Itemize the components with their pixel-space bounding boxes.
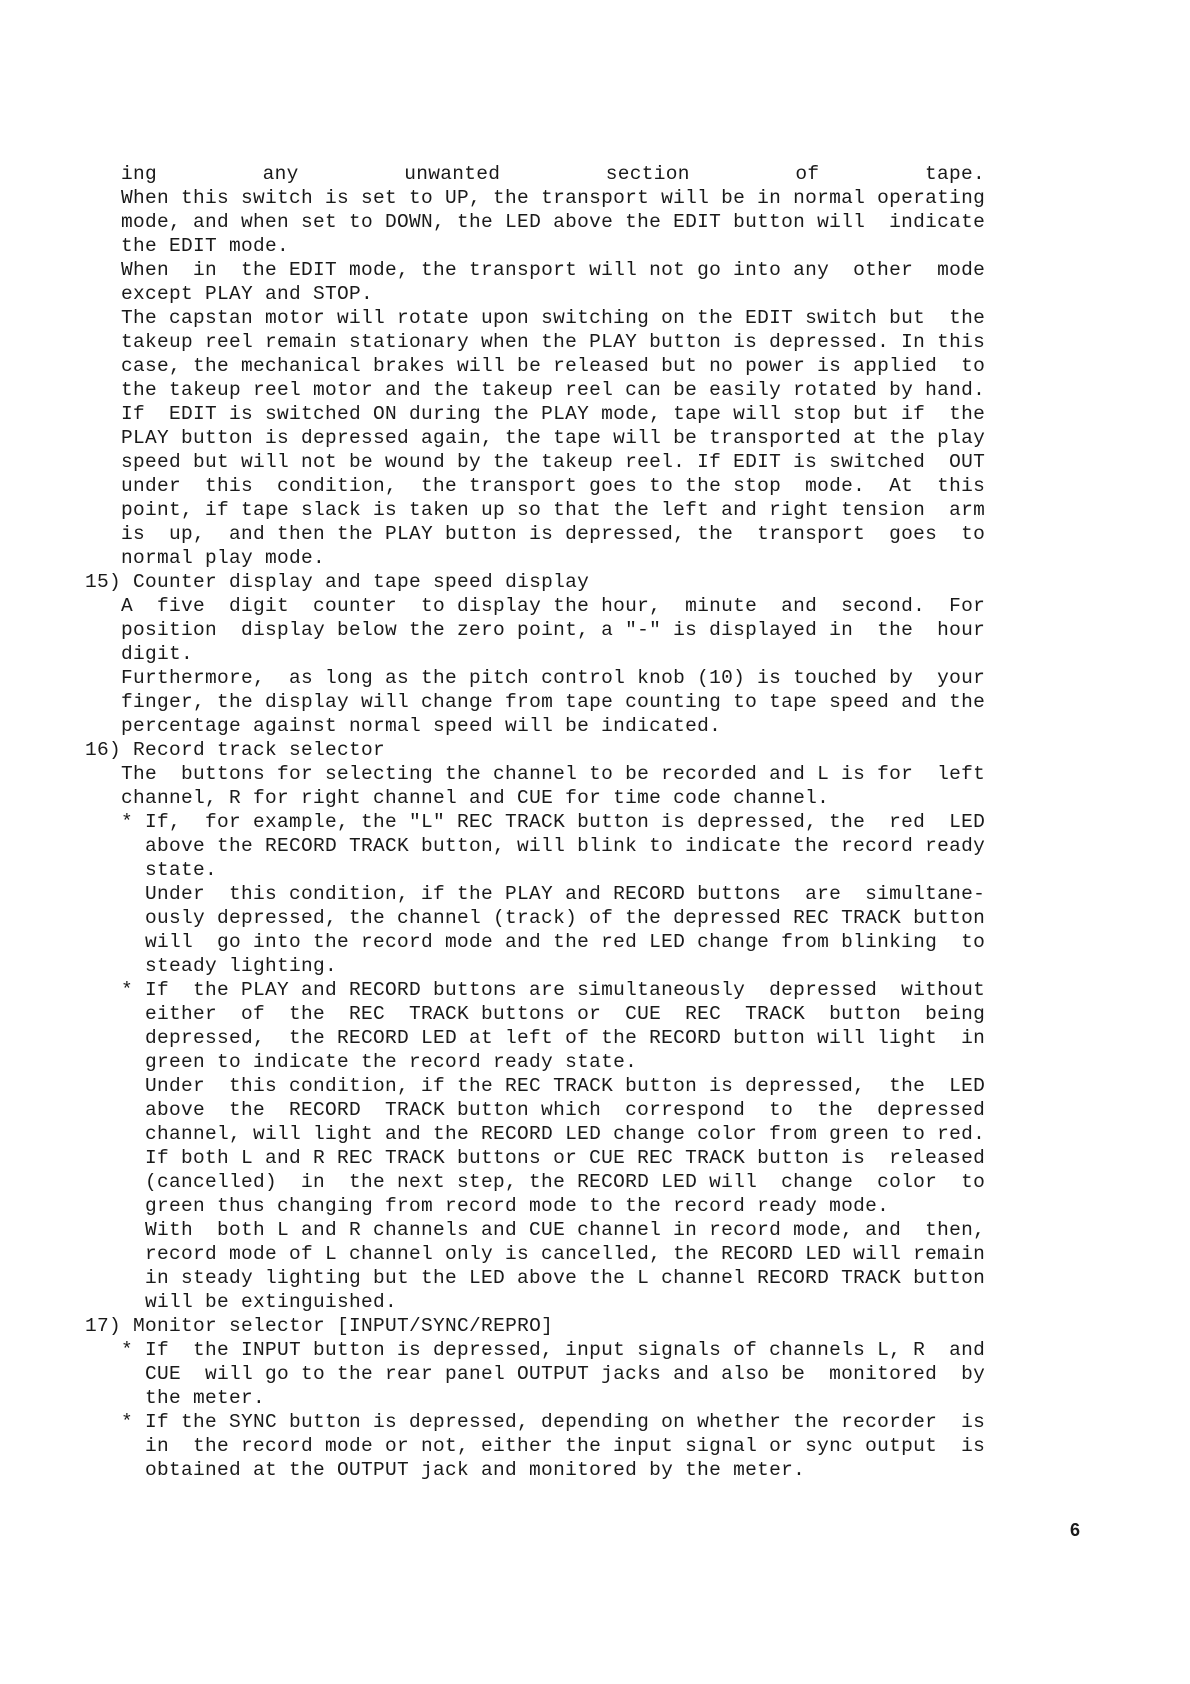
section-heading: 17) Monitor selector [INPUT/SYNC/REPRO]: [85, 1315, 554, 1337]
text-line: except PLAY and STOP.: [121, 283, 374, 305]
section-heading: 16) Record track selector: [85, 739, 386, 761]
text-line: When in the EDIT mode, the transport will not go into any other mode: [121, 259, 986, 281]
page-body: [85, 162, 985, 1482]
text-line: If both L and R REC TRACK buttons or CUE REC TRACK button is released: [145, 1147, 986, 1169]
text-line: If the INPUT button is depressed, input signals of channels L, R and: [145, 1339, 986, 1361]
bullet-marker: *: [121, 979, 134, 1001]
text-line: Furthermore, as long as the pitch control knob (10) is touched by your: [121, 667, 986, 689]
section-heading: 15) Counter display and tape speed display: [85, 571, 590, 593]
text-line: With both L and R channels and CUE channel in record mode, and then,: [145, 1219, 986, 1241]
text-line: in steady lighting but the LED above the L channel RECORD TRACK button: [145, 1267, 986, 1289]
text-line: ing any unwanted section of tape.: [121, 163, 985, 185]
text-line: the EDIT mode.: [121, 235, 290, 257]
bullet-line: [121, 810, 985, 834]
text-line: If the SYNC button is depressed, depending on whether the recorder is: [145, 1411, 986, 1433]
text-line: position display below the zero point, a "-" is displayed in the hour: [121, 619, 986, 641]
text-line: steady lighting.: [145, 955, 338, 977]
continuation-text: [85, 162, 985, 570]
text-line: green to indicate the record ready state.: [145, 1051, 638, 1073]
text-line: the meter.: [145, 1387, 266, 1409]
text-line: case, the mechanical brakes will be released but no power is applied to: [121, 355, 986, 377]
text-line: If the PLAY and RECORD buttons are simultaneously depressed without: [145, 979, 986, 1001]
text-line: normal play mode.: [121, 547, 326, 569]
bullet-marker: *: [121, 1339, 134, 1361]
text-line: PLAY button is depressed again, the tape will be transported at the play: [121, 427, 986, 449]
text-line: CUE will go to the rear panel OUTPUT jacks and also be monitored by: [145, 1363, 986, 1385]
text-line: percentage against normal speed will be indicated.: [121, 715, 722, 737]
text-line: speed but will not be wound by the takeup reel. If EDIT is switched OUT: [121, 451, 986, 473]
text-line: the takeup reel motor and the takeup reel can be easily rotated by hand.: [121, 379, 986, 401]
text-line: ously depressed, the channel (track) of the depressed REC TRACK button: [145, 907, 986, 929]
text-line: either of the REC TRACK buttons or CUE REC TRACK button being: [145, 1003, 986, 1025]
text-line: (cancelled) in the next step, the RECORD LED will change color to: [145, 1171, 986, 1193]
text-line: will be extinguished.: [145, 1291, 398, 1313]
bullet-marker: *: [121, 811, 134, 833]
bullet-line: [121, 978, 985, 1002]
section-16: [85, 738, 985, 1314]
text-line: above the RECORD TRACK button, will blink to indicate the record ready: [145, 835, 986, 857]
text-line: takeup reel remain stationary when the PLAY button is depressed. In this: [121, 331, 986, 353]
text-line: digit.: [121, 643, 194, 665]
page-number: 6: [1070, 1520, 1081, 1540]
text-line: The buttons for selecting the channel to be recorded and L is for left: [121, 763, 986, 785]
section-17: [85, 1314, 985, 1482]
text-line: obtained at the OUTPUT jack and monitored by the meter.: [145, 1459, 806, 1481]
text-line: record mode of L channel only is cancelled, the RECORD LED will remain: [145, 1243, 986, 1265]
text-line: under this condition, the transport goes to the stop mode. At this: [121, 475, 986, 497]
text-line: state.: [145, 859, 218, 881]
text-line: A five digit counter to display the hour, minute and second. For: [121, 595, 986, 617]
text-line: channel, will light and the RECORD LED change color from green to red.: [145, 1123, 986, 1145]
text-line: Under this condition, if the PLAY and RECORD buttons are simultane-: [145, 883, 986, 905]
bullet-line: [121, 1338, 985, 1362]
text-line: When this switch is set to UP, the transport will be in normal operating: [121, 187, 986, 209]
text-line: in the record mode or not, either the input signal or sync output is: [145, 1435, 986, 1457]
text-line: mode, and when set to DOWN, the LED above the EDIT button will indicate: [121, 211, 986, 233]
text-line: If, for example, the "L" REC TRACK button is depressed, the red LED: [145, 811, 986, 833]
bullet-marker: *: [121, 1411, 134, 1433]
text-line: will go into the record mode and the red LED change from blinking to: [145, 931, 986, 953]
text-line: is up, and then the PLAY button is depressed, the transport goes to: [121, 523, 986, 545]
text-line: depressed, the RECORD LED at left of the RECORD button will light in: [145, 1027, 986, 1049]
text-line: channel, R for right channel and CUE for time code channel.: [121, 787, 830, 809]
text-line: The capstan motor will rotate upon switching on the EDIT switch but the: [121, 307, 986, 329]
text-line: point, if tape slack is taken up so that the left and right tension arm: [121, 499, 986, 521]
text-line: Under this condition, if the REC TRACK button is depressed, the LED: [145, 1075, 986, 1097]
text-line: If EDIT is switched ON during the PLAY mode, tape will stop but if the: [121, 403, 986, 425]
bullet-line: [121, 1410, 985, 1434]
text-line: green thus changing from record mode to the record ready mode.: [145, 1195, 890, 1217]
text-line: finger, the display will change from tape counting to tape speed and the: [121, 691, 986, 713]
text-line: above the RECORD TRACK button which correspond to the depressed: [145, 1099, 986, 1121]
section-15: [85, 570, 985, 738]
